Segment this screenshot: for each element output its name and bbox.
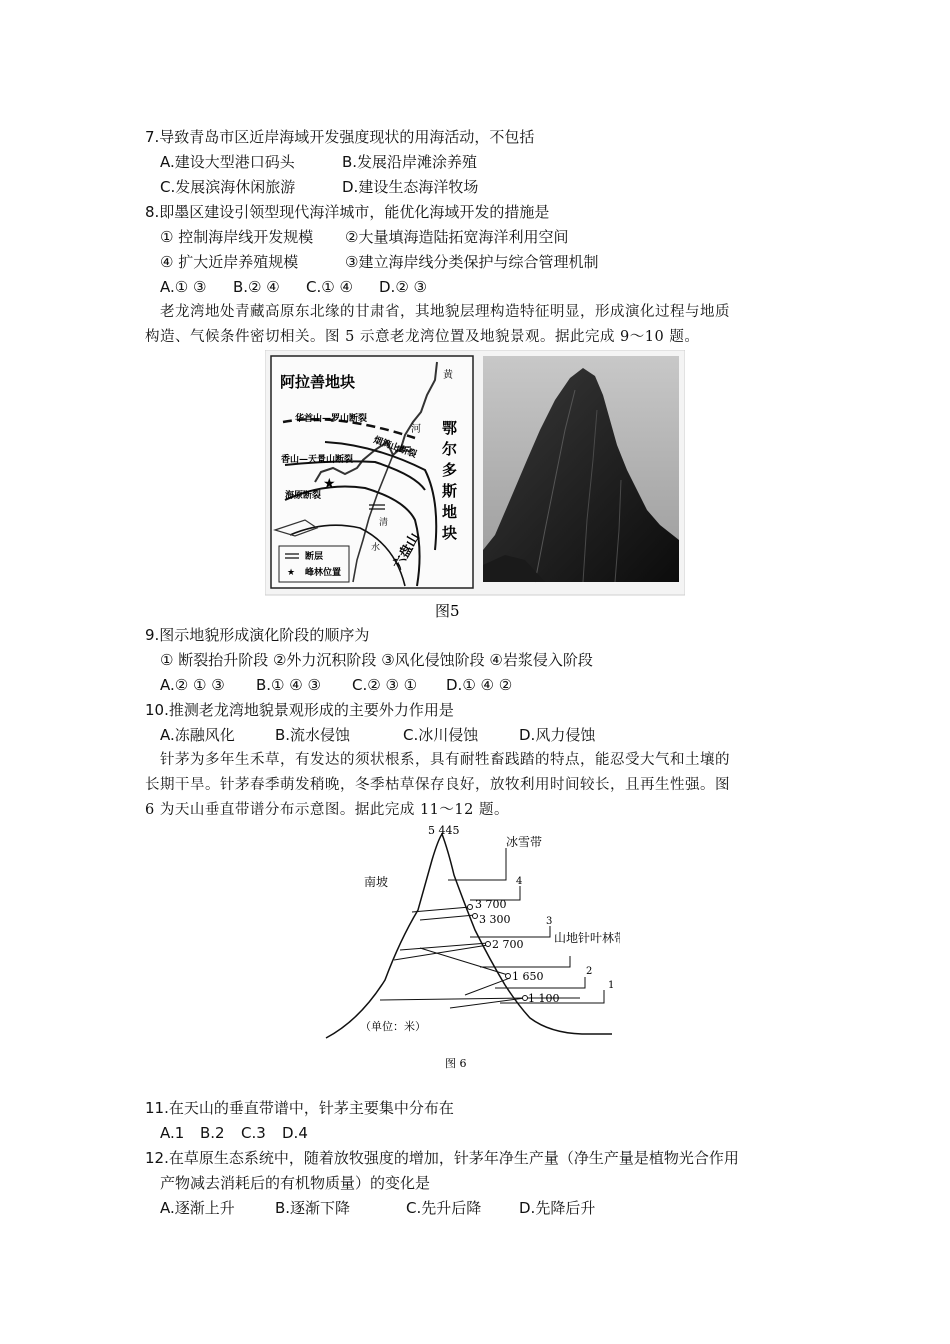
fig5-fault1-label: 华首山—罗山断裂: [295, 414, 368, 424]
fig6-elev-2700: 2 700: [492, 938, 524, 951]
fig6-elev-3700: 3 700: [475, 898, 507, 911]
fig5-river2b: 水: [371, 543, 381, 553]
fig5-block-left: 阿拉善地块: [280, 373, 356, 391]
q8-statement-3: ③建立海岸线分类保护与综合管理机制: [345, 253, 599, 271]
q11-option-c: C.3: [241, 1124, 266, 1142]
q7-stem: 7.导致青岛市区近岸海域开发强度现状的用海活动，不包括: [145, 128, 535, 146]
passage2-line3: 6 为天山垂直带谱分布示意图。据此完成 11～12 题。: [145, 802, 509, 818]
q11-option-b: B.2: [200, 1124, 225, 1142]
q7-option-a: A.建设大型港口码头: [160, 153, 295, 171]
q7-option-d: D.建设生态海洋牧场: [342, 178, 479, 196]
q12-option-c: C.先升后降: [406, 1199, 482, 1217]
q8-option-d: D.② ③: [379, 278, 427, 296]
q11-stem: 11.在天山的垂直带谱中，针茅主要集中分布在: [145, 1099, 454, 1117]
q8-stem: 8.即墨区建设引领型现代海洋城市，能优化海域开发的措施是: [145, 203, 550, 221]
fig5-fault4-label: 海原断裂: [285, 491, 322, 501]
q8-option-b: B.② ④: [233, 278, 280, 296]
fig6-elev-1650: 1 650: [512, 970, 544, 983]
fig6-belt-3: 3: [546, 916, 553, 927]
fig5-fault2-label: 烟筒山断裂: [371, 435, 418, 461]
passage1-line1: 老龙湾地处青藏高原东北缘的甘肃省，其地貌层理构造特征明显，形成演化过程与地质: [160, 304, 730, 320]
fig6-belt-4: 4: [516, 876, 523, 887]
fig6-snow-belt: 冰雪带: [506, 835, 543, 849]
q9-option-d: D.① ④ ②: [446, 676, 513, 694]
q12-stem: 12.在草原生态系统中，随着放牧强度的增加，针茅年净生产量（净生产量是植物光合作用: [145, 1149, 739, 1167]
fig5-legend-fault: 断层: [305, 552, 324, 562]
q9-option-c: C.② ③ ①: [352, 676, 418, 694]
passage1-line2: 构造、气候条件密切相关。图 5 示意老龙湾位置及地貌景观。据此完成 9～10 题。: [145, 329, 700, 345]
passage2-line2: 长期干旱。针茅春季萌发稍晚，冬季枯草保存良好，放牧利用时间较长，且再生性强。图: [145, 777, 730, 793]
q8-statement-4: ④ 扩大近岸养殖规模: [160, 253, 299, 271]
passage2-line1: 针茅为多年生禾草，有发达的须状根系，具有耐牲畜践踏的特点，能忍受大气和土壤的: [160, 752, 730, 768]
fig6-belt-2: 2: [586, 966, 593, 977]
figure-6: [320, 820, 620, 1080]
q11-option-d: D.4: [282, 1124, 308, 1142]
fig6-caption: 图 6: [445, 1057, 467, 1070]
fig5-mountain-label: 六盘山: [390, 530, 423, 572]
fig5-river-yellow: 黄: [443, 370, 453, 381]
q9-option-b: B.① ④ ③: [256, 676, 321, 694]
q8-statement-2: ②大量填海造陆拓宽海洋利用空间: [345, 228, 569, 246]
q9-option-a: A.② ① ③: [160, 676, 225, 694]
q12-option-d: D.先降后升: [519, 1199, 596, 1217]
q12-stem-cont: 产物减去消耗后的有机物质量）的变化是: [160, 1174, 431, 1192]
q7-option-b: B.发展沿岸滩涂养殖: [342, 153, 478, 171]
fig6-south-slope: 南坡: [364, 875, 389, 889]
q12-option-b: B.逐渐下降: [275, 1199, 351, 1217]
q10-option-d: D.风力侵蚀: [519, 726, 596, 744]
q8-statement-1: ① 控制海岸线开发规模: [160, 228, 314, 246]
fig5-river2a: 清: [379, 518, 389, 528]
fig5-legend-star-icon: ★: [287, 568, 296, 578]
q9-stages: ① 断裂抬升阶段 ②外力沉积阶段 ③风化侵蚀阶段 ④岩浆侵入阶段: [160, 651, 593, 669]
fig5-peak-star-icon: ★: [323, 476, 336, 492]
fig6-peak-elevation: 5 445: [428, 824, 460, 837]
q7-option-c: C.发展滨海休闲旅游: [160, 178, 296, 196]
fig6-elev-3300: 3 300: [479, 913, 511, 926]
fig5-caption: 图5: [435, 602, 460, 620]
q8-option-a: A.① ③: [160, 278, 207, 296]
figure-5: [265, 350, 685, 620]
fig5-fault3-label: 香山—天景山断裂: [281, 455, 354, 465]
fig5-legend-peak: 峰林位置: [305, 568, 342, 578]
q10-stem: 10.推测老龙湾地貌景观形成的主要外力作用是: [145, 701, 454, 719]
fig5-river-he: 河: [411, 424, 421, 435]
q9-stem: 9.图示地貌形成演化阶段的顺序为: [145, 626, 370, 644]
q11-option-a: A.1: [160, 1124, 185, 1142]
fig6-conifer-belt: 山地针叶林带: [554, 931, 620, 945]
q10-option-a: A.冻融风化: [160, 726, 235, 744]
q8-option-c: C.① ④: [306, 278, 353, 296]
q10-option-c: C.冰川侵蚀: [403, 726, 479, 744]
fig6-unit: （单位：米）: [360, 1020, 426, 1033]
fig6-elev-1100: 1 100: [528, 992, 560, 1005]
fig6-belt-1: 1: [608, 980, 615, 991]
q10-option-b: B.流水侵蚀: [275, 726, 351, 744]
fig5-block-right: 鄂尔多斯地块: [440, 420, 458, 546]
q12-option-a: A.逐渐上升: [160, 1199, 235, 1217]
